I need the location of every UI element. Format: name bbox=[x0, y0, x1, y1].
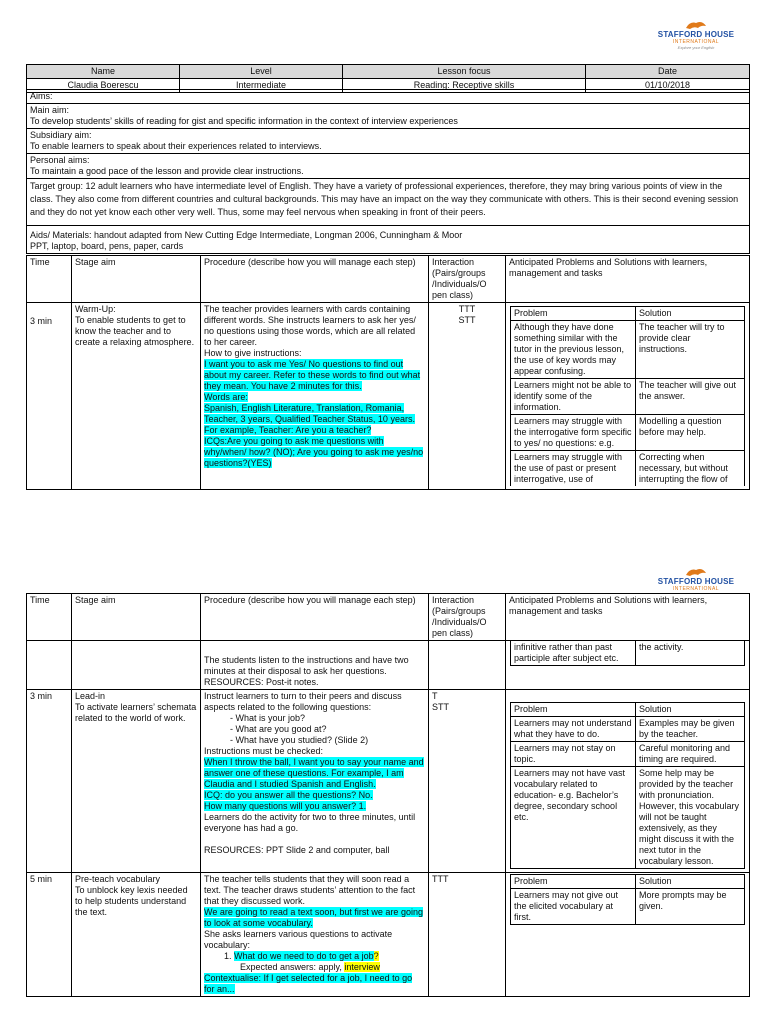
time-col-header: Time bbox=[27, 256, 72, 303]
procedure-table-p1 bbox=[26, 255, 750, 490]
lion-logo-icon bbox=[684, 20, 708, 30]
table-row: Learners may not have vast vocabulary related to education- e.g. Bachelor’s degree, secondary school etc. Some help may be provided by the teacher with pronunciation. However, this vocabulary will not be taught extensively, as they might discuss it with the next tutor in the vocabulary lesson. bbox=[511, 767, 745, 869]
warmup-instructions-highlight: I want you to ask me Yes/ No questions to find out about my career. Refer to these words to find out what they mean. You have 2 minutes for this. Words are: Spanish, English Literature, Translation, Romania, Teacher, 3 years, Qualified Teacher Status, 10 years. For example, Teacher: Are you a teacher? ICQs:Are you going to ask me questions with why/when/ how? (NO); Are you going to ask me yes/no questions?(YES) bbox=[204, 359, 424, 468]
stafford-house-logo: STAFFORD HOUSE INTERNATIONAL Explore your English bbox=[650, 20, 742, 50]
time-col-header: Time bbox=[27, 594, 72, 641]
interaction-col-header: Interaction (Pairs/groups /Individuals/O pen class) bbox=[429, 256, 506, 303]
preteach-problems bbox=[506, 873, 750, 997]
leadin-instructions-highlight: When I throw the ball, I want you to say your name and answer one of these questions. For example, I am Claudia and I studied Spanish and English. ICQ: do you answer all the questions? No. How many questions will you answer? 1. bbox=[204, 757, 424, 811]
leadin-questions bbox=[204, 713, 425, 746]
name-value: Claudia Boerescu bbox=[27, 79, 180, 93]
target-group: Target group: 12 adult learners who have intermediate level of English. They have a variety of professional experiences, therefore, they may bring various points of view in the class. They also come from different countries and cultural backgrounds. This may have an impact on the way they communicate with others. This is their second evening session and they do not yet know each other very well. Thus, some may feel nervous when speaking in front of their peers. bbox=[27, 179, 750, 226]
leadin-problem-table: Problem Solution Learners may not understand what they have to do. Examples may be given by the teacher. Learners may not stay on topic. Careful monitoring and timing are required. Learners may not have vast vocabulary related to education- e.g. Bachelor’s degree, secondary school etc. Some help may be provided by the teacher with pronunciation. However, this vocabulary will not be taught extensively, as they might discuss it with the next tutor in the vocabulary lesson. bbox=[510, 702, 745, 869]
warmup-procedure: The teacher provides learners with cards containing different words. She instructs learners to ask her yes/ no questions using those words, which are all related to her career. How to give instructions: I want you to ask me Yes/ No questions to find out about my career. Refer to these words to find out what they mean. You have 2 minutes for this. Words are: Spanish, English Literature, Translation, Romania, Teacher, 3 years, Qualified Teacher Status, 10 years. For example, Teacher: Are you a teacher? ICQs:Are you going to ask me questions with why/when/ how? (NO); Are you going to ask me yes/no questions?(YES) bbox=[201, 303, 429, 490]
lesson-focus-header: Lesson focus bbox=[343, 65, 586, 79]
lion-logo-icon bbox=[684, 567, 708, 577]
warmup-problem-table bbox=[510, 306, 745, 486]
table-row: Learners may not stay on topic. Careful monitoring and timing are required. bbox=[511, 742, 745, 767]
preteach-procedure: The teacher tells students that they will soon read a text. The teacher draws students’ attention to the fact that they discussed work. We are going to read a text soon, but first we are going to look at some vocabulary. She asks learners various questions to activate vocabulary: 1. What do we need to do to get a job? Expected answers: apply, interview Contextualise: If I get selected for a job, I need to go for an... bbox=[201, 873, 429, 997]
aims-title: Aims: bbox=[27, 90, 750, 104]
stage-col-header: Stage aim bbox=[72, 594, 201, 641]
aims-table bbox=[26, 89, 750, 254]
stage-col-header: Stage aim bbox=[72, 256, 201, 303]
page-gap bbox=[0, 535, 768, 555]
warmup-procedure-continued: The students listen to the instructions and have two minutes at their disposal to ask her questions. RESOURCES: Post-it notes. bbox=[201, 641, 429, 690]
table-row: Learners may not understand what they have to do. Examples may be given by the teacher. bbox=[511, 717, 745, 742]
name-header: Name bbox=[27, 65, 180, 79]
personal-aims: Personal aims: To maintain a good pace of the lesson and provide clear instructions. bbox=[27, 154, 750, 179]
page-2 bbox=[0, 555, 768, 1024]
problem-header: Problem bbox=[511, 307, 636, 321]
table-row: Although they have done something similar with the tutor in the previous lesson, the use of key words may appear confusing. The teacher will try to provide clear instructions. bbox=[511, 321, 745, 379]
subsidiary-aim: Subsidiary aim: To enable learners to speak about their experiences related to interviews. bbox=[27, 129, 750, 154]
table-row: infinitive rather than past participle after subject etc. the activity. bbox=[511, 641, 745, 666]
date-header: Date bbox=[586, 65, 750, 79]
stafford-house-logo: STAFFORD HOUSE INTERNATIONAL bbox=[650, 567, 742, 592]
warmup-problems-continued bbox=[506, 641, 750, 690]
preteach-stage: Pre-teach vocabulary To unblock key lexis needed to help students understand the text. bbox=[72, 873, 201, 997]
table-row: Learners may struggle with the use of past or present interrogative, use of Correcting when necessary, but without interrupting the flow of bbox=[511, 451, 745, 487]
list-item: - What have you studied? (Slide 2) bbox=[230, 735, 425, 746]
leadin-problems bbox=[506, 690, 750, 873]
date-value: 01/10/2018 bbox=[586, 79, 750, 93]
warmup-stage: Warm-Up: To enable students to get to know the teacher and to create a relaxing atmosphere. bbox=[72, 303, 201, 490]
procedure-col-header: Procedure (describe how you will manage each step) bbox=[201, 256, 429, 303]
table-row: Learners may struggle with the interrogative form specific to yes/ no questions: e.g. Modelling a question before may help. bbox=[511, 415, 745, 451]
preteach-problem-table: Problem Solution Learners may not give out the elicited vocabulary at first. More prompts may be given. bbox=[510, 874, 745, 925]
leadin-stage: Lead-in To activate learners’ schemata related to the world of work. bbox=[72, 690, 201, 873]
problems-col-header: Anticipated Problems and Solutions with learners, management and tasks bbox=[506, 256, 750, 303]
list-item: 1. What do we need to do to get a job? bbox=[234, 951, 425, 962]
warmup-problems bbox=[506, 303, 750, 490]
main-aim: Main aim: To develop students’ skills of reading for gist and specific information in the context of interview experiences bbox=[27, 104, 750, 129]
lesson-focus-value: Reading: Receptive skills bbox=[343, 79, 586, 93]
table-row: Learners may not give out the elicited vocabulary at first. More prompts may be given. bbox=[511, 889, 745, 925]
procedure-table-p2 bbox=[26, 593, 750, 997]
level-value: Intermediate bbox=[180, 79, 343, 93]
leadin-time: 3 min bbox=[27, 690, 72, 873]
solution-header: Solution bbox=[636, 307, 745, 321]
level-header: Level bbox=[180, 65, 343, 79]
warmup-time: 3 min bbox=[27, 303, 72, 490]
preteach-interaction: TTT bbox=[429, 873, 506, 997]
aids-materials: Aids/ Materials: handout adapted from New Cutting Edge Intermediate, Longman 2006, Cunningham & Moor PPT, laptop, board, pens, paper, cards bbox=[27, 226, 750, 254]
procedure-col-header: Procedure (describe how you will manage each step) bbox=[201, 594, 429, 641]
preteach-time: 5 min bbox=[27, 873, 72, 997]
leadin-interaction: T STT bbox=[429, 690, 506, 873]
table-row: Learners might not be able to identify some of the information. The teacher will give out the answer. bbox=[511, 379, 745, 415]
warmup-interaction: TTT STT bbox=[429, 303, 506, 490]
list-item: - What are you good at? bbox=[230, 724, 425, 735]
list-item: - What is your job? bbox=[230, 713, 425, 724]
interaction-col-header: Interaction (Pairs/groups /Individuals/O pen class) bbox=[429, 594, 506, 641]
leadin-procedure: Instruct learners to turn to their peers and discuss aspects related to the following questions: - What is your job? - What are you good at? - What have you studied? (Slide 2) Instructions must be checked: When I throw the ball, I want you to say your name and answer one of these questions. For example, I am Claudia and I studied Spanish and English. ICQ: do you answer all the questions? No. How many questions will you answer? 1. Learners do the activity for two to three minutes, until everyone has had a go. RESOURCES: PPT Slide 2 and computer, ball bbox=[201, 690, 429, 873]
preteach-questions bbox=[204, 951, 425, 962]
problems-col-header: Anticipated Problems and Solutions with learners, management and tasks bbox=[506, 594, 750, 641]
